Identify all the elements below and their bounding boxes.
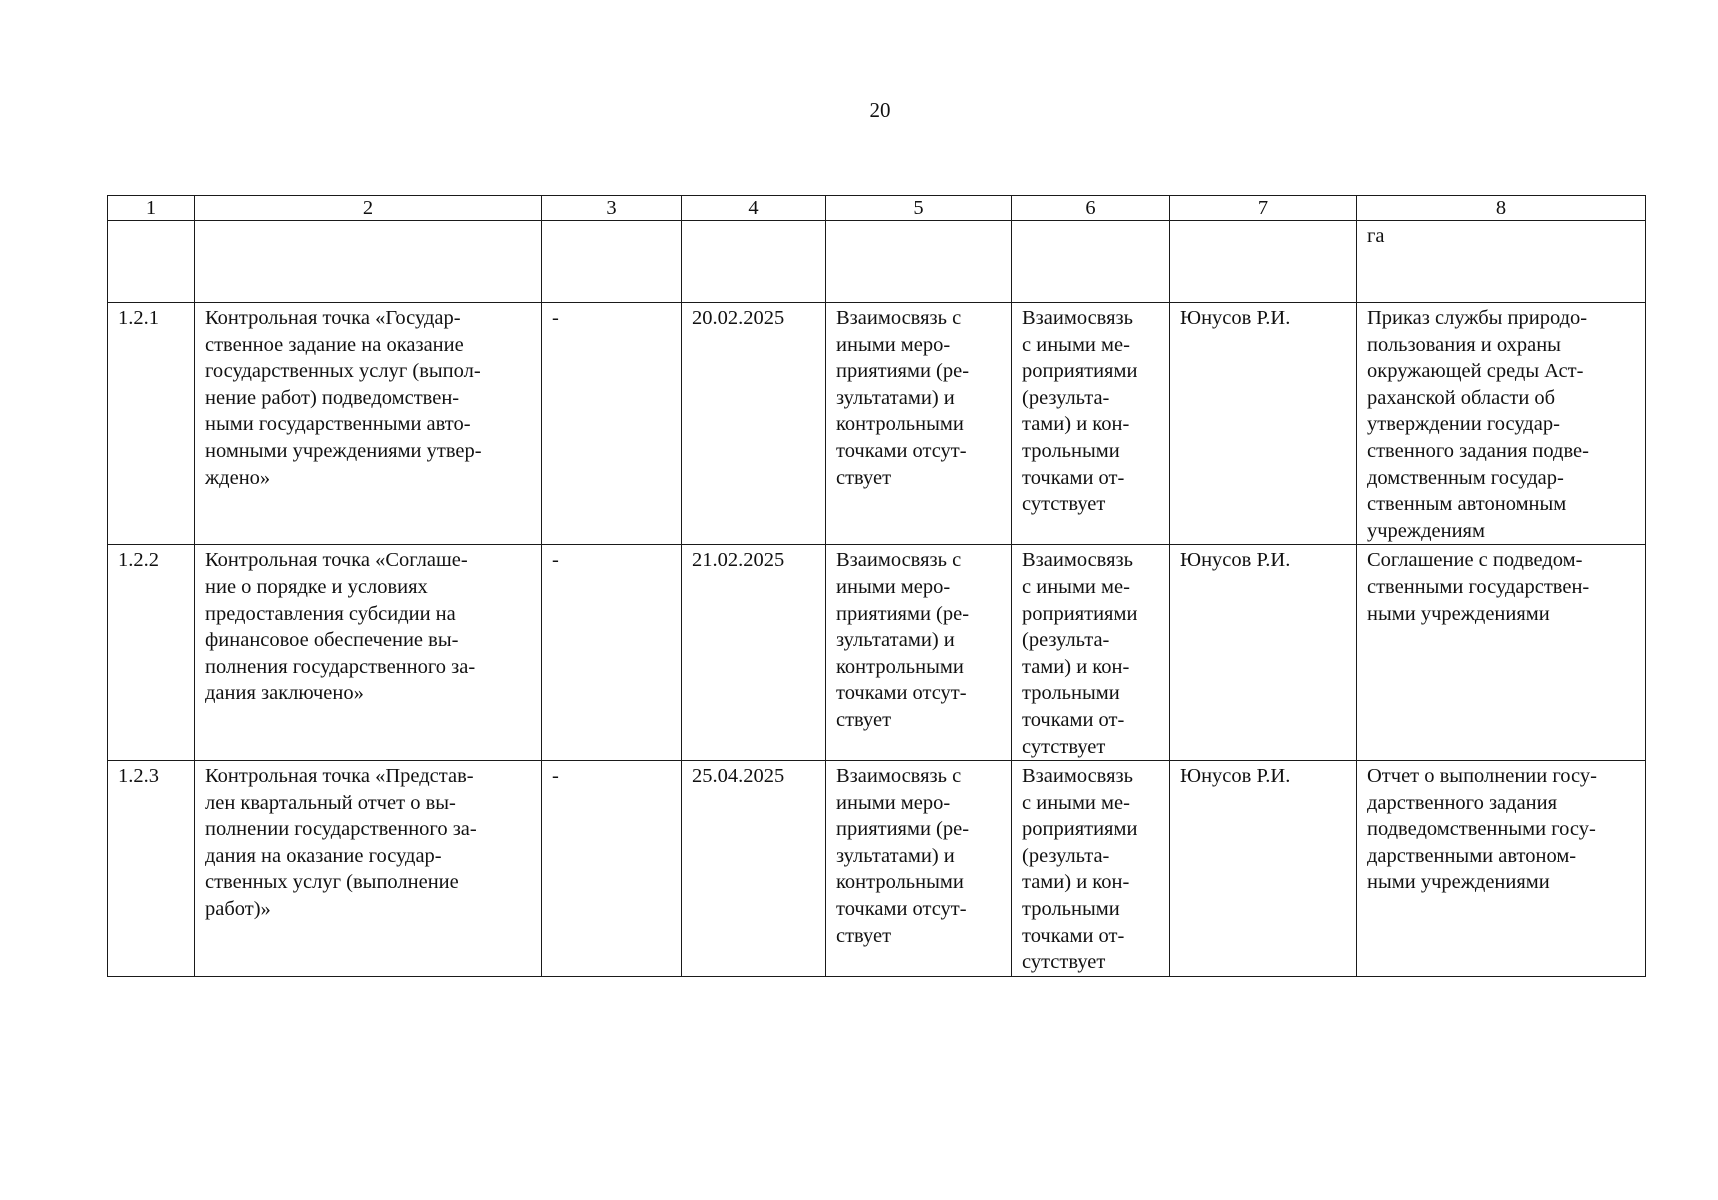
column-header: 6	[1012, 196, 1170, 221]
table-row	[108, 545, 1646, 761]
checkpoint-date: 25.04.2025	[682, 761, 826, 977]
table-cell	[1170, 221, 1357, 303]
column-header: 3	[542, 196, 682, 221]
table-cell	[108, 221, 195, 303]
column-header: 1	[108, 196, 195, 221]
column-header: 5	[826, 196, 1012, 221]
column-number-row	[108, 196, 1646, 221]
row-number: 1.2.2	[108, 545, 195, 761]
checkpoint-name: Контрольная точка «Представ- лен квартальный отчет о вы- полнении государственного за- дания на оказание государ- ственных услуг (выполнение работ)»	[195, 761, 542, 977]
table-cell	[826, 221, 1012, 303]
table-cell	[682, 221, 826, 303]
page-number: 20	[869, 98, 891, 122]
responsible-person: Юнусов Р.И.	[1170, 545, 1357, 761]
table-cell: Взаимосвязь с иными меро- приятиями (ре- зультатами) и контрольными точками отсут- ствует	[826, 545, 1012, 761]
table-row	[108, 303, 1646, 545]
table-cell	[195, 221, 542, 303]
table-cell	[1012, 221, 1170, 303]
table-cell: Взаимосвязь с иными ме- роприятиями (результа- тами) и кон- трольными точками от- сутствует	[1012, 303, 1170, 545]
checkpoint-name: Контрольная точка «Государ- ственное задание на оказание государственных услуг (выпол- нение работ) подведомствен- ными государственными авто- номными учреждениями утвер- ждено»	[195, 303, 542, 545]
plan-table	[107, 195, 1646, 977]
responsible-person: Юнусов Р.И.	[1170, 761, 1357, 977]
table-cell: -	[542, 761, 682, 977]
checkpoint-name: Контрольная точка «Соглаше- ние о порядке и условиях предоставления субсидии на финансовое обеспечение вы- полнения государственного за- дания заключено»	[195, 545, 542, 761]
checkpoint-date: 20.02.2025	[682, 303, 826, 545]
table-cell: га	[1357, 221, 1646, 303]
column-header: 8	[1357, 196, 1646, 221]
table-cell	[542, 221, 682, 303]
checkpoint-date: 21.02.2025	[682, 545, 826, 761]
continuation-row	[108, 221, 1646, 303]
column-header: 2	[195, 196, 542, 221]
table-cell: Взаимосвязь с иными ме- роприятиями (результа- тами) и кон- трольными точками от- сутствует	[1012, 545, 1170, 761]
table-cell: Взаимосвязь с иными меро- приятиями (ре- зультатами) и контрольными точками отсут- ствует	[826, 761, 1012, 977]
table-cell: Взаимосвязь с иными меро- приятиями (ре- зультатами) и контрольными точками отсут- ствует	[826, 303, 1012, 545]
confirming-document: Отчет о выполнении госу- дарственного задания подведомственными госу- дарственными автоном- ными учреждениями	[1357, 761, 1646, 977]
column-header: 7	[1170, 196, 1357, 221]
row-number: 1.2.1	[108, 303, 195, 545]
confirming-document: Приказ службы природо- пользования и охраны окружающей среды Аст- раханской области об утверждении государ- ственного задания подве- домственным государ- ственным автономным учреждениям	[1357, 303, 1646, 545]
table-cell: -	[542, 303, 682, 545]
table-cell: -	[542, 545, 682, 761]
table-row	[108, 761, 1646, 977]
responsible-person: Юнусов Р.И.	[1170, 303, 1357, 545]
table-cell: Взаимосвязь с иными ме- роприятиями (результа- тами) и кон- трольными точками от- сутствует	[1012, 761, 1170, 977]
confirming-document: Соглашение с подведом- ственными государствен- ными учреждениями	[1357, 545, 1646, 761]
row-number: 1.2.3	[108, 761, 195, 977]
column-header: 4	[682, 196, 826, 221]
